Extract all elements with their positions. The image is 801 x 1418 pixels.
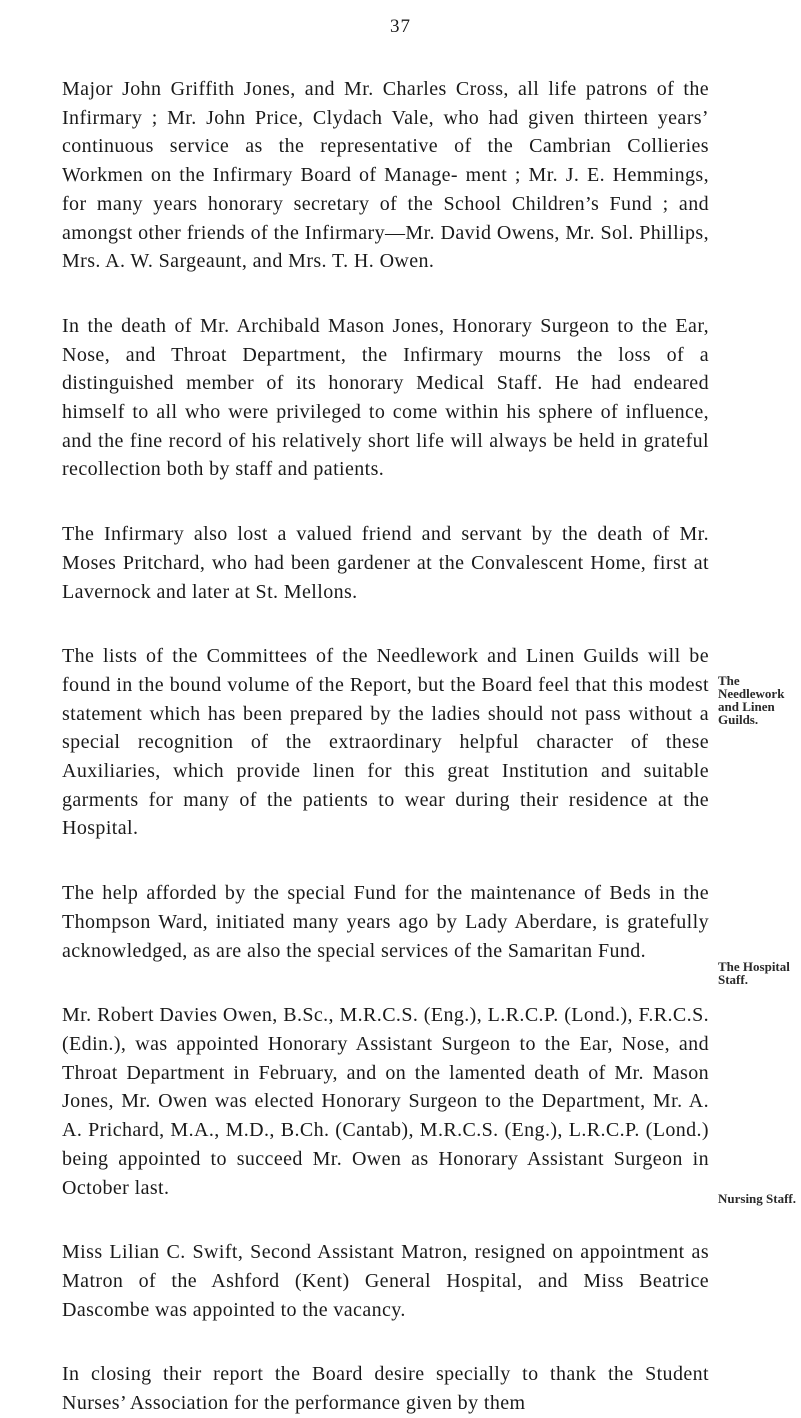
margin-note-nursing-staff: Nursing Staff.: [718, 1191, 797, 1206]
paragraph-hospital-staff: Mr. Robert Davies Owen, B.Sc., M.R.C.S. (Eng.), L.R.C.P. (Lond.), F.R.C.S. (Edin.), was appointed Honorary Assistant Surgeon to the Ear, Nose, and Throat Department in February, and on the lamented death of Mr. Mason Jones, Mr. Owen was elected Honorary Surgeon to the Department, Mr. A. A. Prichard, M.A., M.D., B.Ch. (Cantab), M.R.C.S. (Eng.), L.R.C.P. (Lond.) being appointed to succeed Mr. Owen as Honorary Assistant Surgeon in October last.: [62, 1004, 709, 1199]
margin-note-needlework: The Needlework and Linen Guilds.: [718, 673, 785, 727]
body-text: [62, 75, 709, 1418]
paragraph-thompson-ward: The help afforded by the special Fund for the maintenance of Beds in the Thompson Ward, initiated many years ago by Lady Aberdare, is gratefully acknowledged, as are also the special services of the Samaritan Fund.: [62, 882, 709, 962]
margin-note-hospital-staff: The Hospital Staff.: [718, 959, 790, 987]
paragraph-nursing-staff: Miss Lilian C. Swift, Second Assistant Matron, resigned on appointment as Matron of the Ashford (Kent) General Hospital, and Miss Beatrice Dascombe was appointed to the vacancy.: [62, 1241, 709, 1321]
page-number: 37: [390, 16, 411, 37]
paragraph-needlework-guilds: The lists of the Committees of the Needlework and Linen Guilds will be found in the bound volume of the Report, but the Board feel that this modest statement which has been prepared by the ladies should not pass without a special recognition of the extraordinary helpful character of these Auxiliaries, which provide linen for this great Institution and suitable garments for many of the patients to wear during their residence at the Hospital.: [62, 645, 709, 840]
paragraph-life-patrons: Major John Griffith Jones, and Mr. Charles Cross, all life patrons of the Infirmary ; Mr. John Price, Clydach Vale, who had given thirteen years’ continuous service as the representative of the Cambrian Collieries Workmen on the Infirmary Board of Manage- ment ; Mr. J. E. Hemmings, for many years honorary secretary of the School Children’s Fund ; and amongst other friends of the Infirmary—Mr. David Owens, Mr. Sol. Phillips, Mrs. A. W. Sargeaunt, and Mrs. T. H. Owen.: [62, 78, 709, 273]
paragraph-closing: In closing their report the Board desire specially to thank the Student Nurses’ Association for the performance given by them: [62, 1363, 709, 1415]
paragraph-death-mason-jones: In the death of Mr. Archibald Mason Jones, Honorary Surgeon to the Ear, Nose, and Throat Department, the Infirmary mourns the loss of a distinguished member of its honorary Medical Staff. He had endeared himself to all who were privileged to come within his sphere of influence, and the fine record of his relatively short life will always be held in grateful recollection both by staff and patients.: [62, 314, 709, 481]
paragraph-moses-pritchard: The Infirmary also lost a valued friend and servant by the death of Mr. Moses Pritchard, who had been gardener at the Convalescent Home, first at Lavernock and later at St. Mellons.: [62, 523, 709, 603]
